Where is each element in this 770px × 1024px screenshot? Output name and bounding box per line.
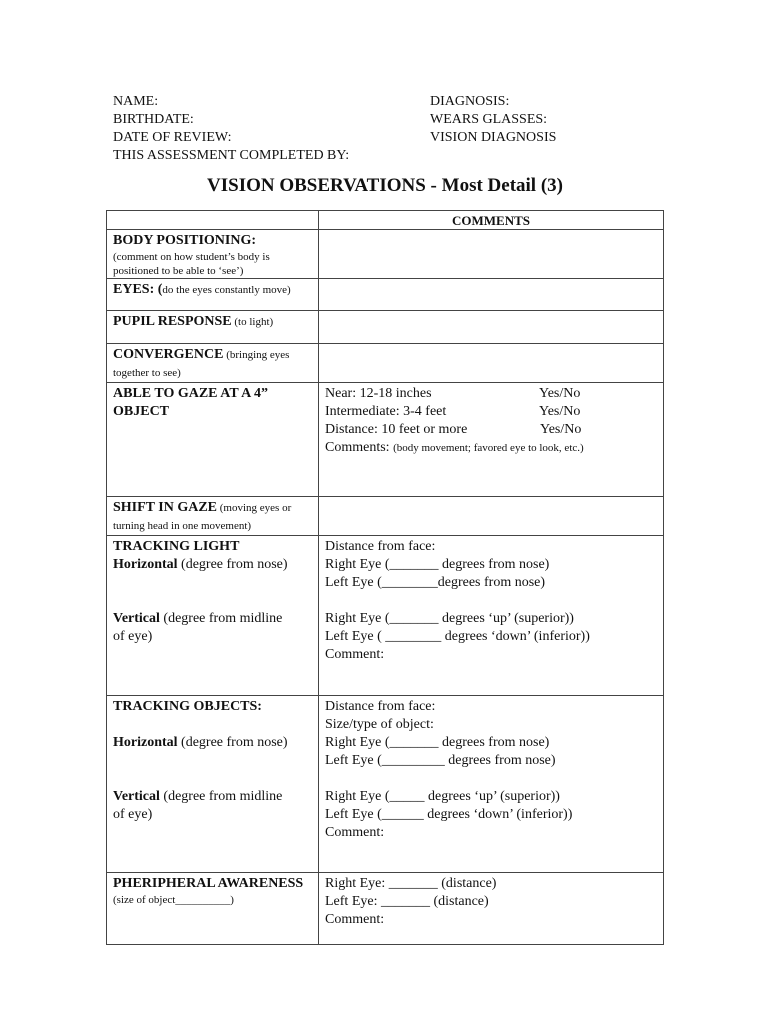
gaze-distance: Distance: 10 feet or more — [325, 422, 468, 437]
gaze-cell — [107, 383, 319, 497]
gaze-label-1: ABLE TO GAZE AT A 4” — [113, 386, 268, 401]
shift-label: SHIFT IN GAZE — [113, 500, 217, 515]
tracking-light-distance-from-face: Distance from face: — [325, 539, 436, 554]
tracking-light-cell — [107, 536, 319, 696]
observations-table — [106, 210, 664, 945]
pupil-cell — [107, 311, 319, 344]
name-label: NAME: — [113, 94, 159, 109]
shift-comment[interactable] — [319, 497, 664, 536]
tracking-light-comment[interactable] — [319, 536, 664, 696]
tracking-objects-size-type: Size/type of object: — [325, 717, 434, 732]
wears-glasses-label: WEARS GLASSES: — [430, 112, 548, 127]
row-pupil-response — [107, 311, 664, 344]
tracking-objects-horizontal-label: Horizontal — [113, 735, 178, 750]
tracking-light-comment-label: Comment: — [325, 647, 385, 662]
body-positioning-comment[interactable] — [319, 230, 664, 279]
body-positioning-cell — [107, 230, 319, 279]
header-right-block — [430, 93, 556, 147]
table-header-row — [107, 211, 664, 230]
body-positioning-note: (comment on how student’s body is positioned to be able to ‘see’) — [113, 251, 270, 277]
pupil-note: (to light) — [231, 316, 274, 328]
convergence-label: CONVERGENCE — [113, 347, 224, 362]
tracking-objects-left-eye-h: Left Eye (_________ degrees from nose) — [325, 753, 556, 768]
gaze-near: Near: 12-18 inches — [325, 386, 432, 401]
tracking-objects-label: TRACKING OBJECTS: — [113, 699, 262, 714]
date-of-review-label: DATE OF REVIEW: — [113, 130, 232, 145]
peripheral-label: PHERIPHERAL AWARENESS — [113, 876, 304, 891]
tracking-light-right-eye-h: Right Eye (_______ degrees from nose) — [325, 557, 550, 572]
tracking-objects-right-eye-v: Right Eye (_____ degrees ‘up’ (superior)) — [325, 789, 560, 804]
gaze-comments-label: Comments: — [325, 440, 394, 455]
completed-by-label: THIS ASSESSMENT COMPLETED BY: — [113, 148, 350, 163]
tracking-light-vertical-note: (degree from midline — [159, 611, 283, 626]
tracking-objects-horizontal-note: (degree from nose) — [177, 735, 288, 750]
convergence-comment[interactable] — [319, 344, 664, 383]
diagnosis-label: DIAGNOSIS: — [430, 94, 510, 109]
tracking-light-left-eye-v: Left Eye ( ________ degrees ‘down’ (inferior)) — [325, 629, 590, 644]
tracking-light-horizontal-label: Horizontal — [113, 557, 178, 572]
peripheral-comment-label: Comment: — [325, 912, 385, 927]
header-left-block — [113, 93, 349, 165]
gaze-intermediate-yes-no[interactable]: Yes/No — [539, 404, 581, 419]
row-shift-gaze — [107, 497, 664, 536]
row-eyes — [107, 279, 664, 311]
birthdate-label: BIRTHDATE: — [113, 112, 194, 127]
tracking-objects-left-eye-v: Left Eye (______ degrees ‘down’ (inferior)) — [325, 807, 573, 822]
tracking-objects-comment[interactable] — [319, 696, 664, 873]
row-tracking-objects — [107, 696, 664, 873]
tracking-light-vertical — [113, 610, 312, 628]
tracking-objects-vertical — [113, 788, 312, 806]
row-convergence — [107, 344, 664, 383]
convergence-note: (bringing eyes together to see) — [113, 349, 290, 379]
pupil-comment[interactable] — [319, 311, 664, 344]
tracking-objects-cell — [107, 696, 319, 873]
gaze-distance-line — [325, 421, 657, 439]
tracking-objects-vertical-note: (degree from midline — [159, 789, 283, 804]
peripheral-left-eye: Left Eye: _______ (distance) — [325, 894, 489, 909]
gaze-comments-line — [325, 439, 657, 457]
peripheral-right-eye: Right Eye: _______ (distance) — [325, 876, 497, 891]
eyes-comment[interactable] — [319, 279, 664, 311]
tracking-light-vertical-label: Vertical — [113, 611, 160, 626]
row-body-positioning — [107, 230, 664, 279]
tracking-objects-distance-from-face: Distance from face: — [325, 699, 436, 714]
convergence-cell — [107, 344, 319, 383]
tracking-light-vertical-note-2: of eye) — [113, 629, 153, 644]
tracking-light-horizontal-note: (degree from nose) — [177, 557, 288, 572]
eyes-label: EYES: ( — [113, 282, 163, 297]
tracking-objects-vertical-note-2: of eye) — [113, 807, 153, 822]
peripheral-cell — [107, 873, 319, 945]
tracking-objects-right-eye-h: Right Eye (_______ degrees from nose) — [325, 735, 550, 750]
eyes-cell — [107, 279, 319, 311]
tracking-light-label: TRACKING LIGHT — [113, 539, 240, 554]
row-peripheral-awareness — [107, 873, 664, 945]
gaze-near-yes-no[interactable]: Yes/No — [539, 386, 581, 401]
gaze-comments-note: (body movement; favored eye to look, etc.) — [393, 442, 584, 454]
tracking-objects-vertical-label: Vertical — [113, 789, 160, 804]
gaze-distance-yes-no[interactable]: Yes/No — [540, 422, 582, 437]
tracking-objects-comment-label: Comment: — [325, 825, 385, 840]
comments-header: COMMENTS — [319, 211, 664, 230]
tracking-light-horizontal — [113, 556, 312, 574]
tracking-light-right-eye-v: Right Eye (_______ degrees ‘up’ (superior)) — [325, 611, 574, 626]
pupil-label: PUPIL RESPONSE — [113, 314, 232, 329]
row-tracking-light — [107, 536, 664, 696]
gaze-comment[interactable] — [319, 383, 664, 497]
tracking-objects-horizontal — [113, 734, 312, 752]
shift-note: (moving eyes or turning head in one movement) — [113, 502, 292, 532]
gaze-near-line — [325, 385, 657, 403]
header-empty-cell — [107, 211, 319, 230]
eyes-note: do the eyes constantly move) — [162, 284, 291, 296]
peripheral-comment[interactable] — [319, 873, 664, 945]
tracking-light-left-eye-h: Left Eye (________degrees from nose) — [325, 575, 546, 590]
shift-cell — [107, 497, 319, 536]
peripheral-note: (size of object__________) — [113, 894, 234, 906]
gaze-intermediate-line — [325, 403, 657, 421]
row-gaze — [107, 383, 664, 497]
vision-diagnosis-label: VISION DIAGNOSIS — [430, 130, 557, 145]
body-positioning-label: BODY POSITIONING: — [113, 233, 257, 248]
gaze-intermediate: Intermediate: 3-4 feet — [325, 404, 447, 419]
page-title: VISION OBSERVATIONS - Most Detail (3) — [207, 175, 563, 196]
gaze-label-2: OBJECT — [113, 404, 170, 419]
